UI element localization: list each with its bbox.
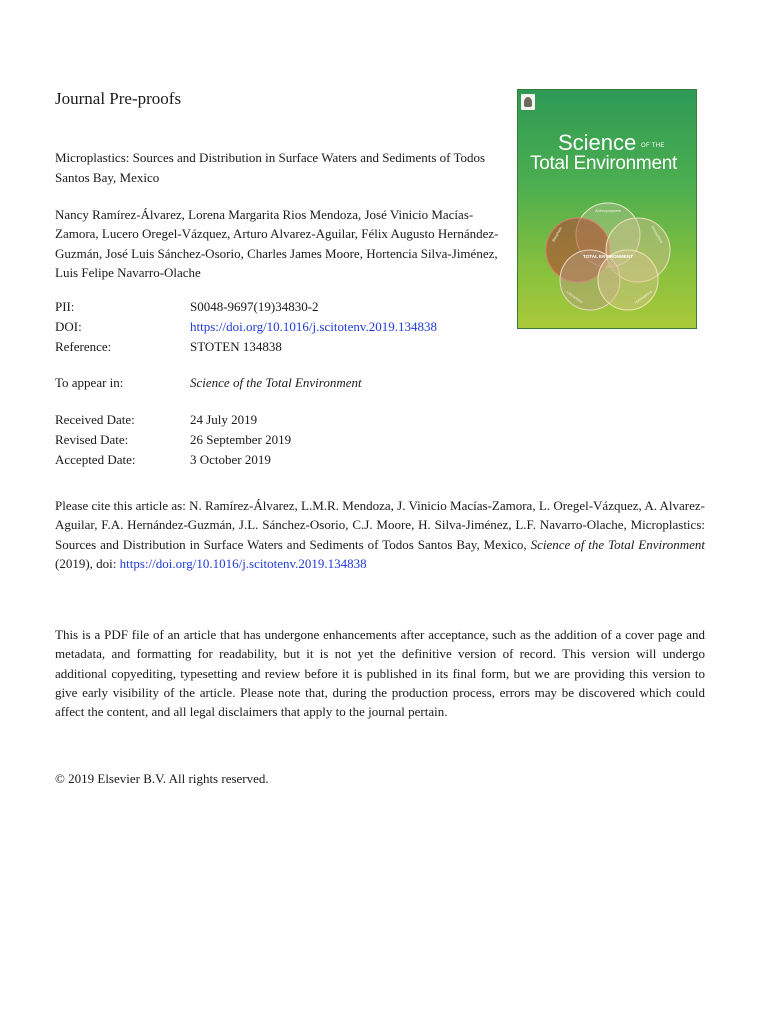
sphere-label-anthroposphere: Anthroposphere (595, 209, 621, 213)
appear-value: Science of the Total Environment (190, 375, 362, 390)
journal-preproofs-label: Journal Pre-proofs (55, 89, 182, 108)
cover-title-of-the: OF THE (641, 143, 665, 149)
revised-value: 26 September 2019 (190, 432, 292, 447)
copyright-line: © 2019 Elsevier B.V. All rights reserved. (55, 771, 269, 786)
sphere-label-biosphere: Biosphere (551, 226, 563, 243)
journal-cover-image (517, 89, 697, 329)
citation-text: Please cite this article as: N. Ramírez-Álvarez, L.M.R. Mendoza, J. Vinicio Macías-Zamora, L. Oregel-Vázquez, A. Alvarez-Aguilar, F.A. Hernández-Guzmán, J.L. Sánchez-Osorio, C.J. Moore, H. Silva-Jiménez, L.F. Navarro-Olache, Microplastics: Sources and Distribution in Surface Waters and Sediments of Todos Santos Bay, Mexico, (55, 498, 705, 552)
sphere-label-hydrosphere: Hydrosphere (633, 289, 654, 305)
received-label: Received Date: (55, 412, 135, 427)
appear-label: To appear in: (55, 375, 124, 390)
cover-title-total-environment: Total Environment (530, 153, 677, 174)
accepted-value: 3 October 2019 (190, 452, 271, 467)
sphere-label-lithosphere: Lithosphere (565, 290, 584, 305)
sphere-label-atmosphere: Atmosphere (650, 225, 664, 244)
cover-center-label: TOTAL ENVIRONMENT (582, 254, 634, 259)
citation-paragraph (55, 496, 705, 574)
article-title: Microplastics: Sources and Distribution in Surface Waters and Sediments of Todos Santos Bay, Mexico (55, 150, 486, 185)
accepted-label: Accepted Date: (55, 452, 136, 467)
preproof-notice: This is a PDF file of an article that has undergone enhancements after acceptance, such as the addition of a cover page and metadata, and formatting for readability, but it is not yet the definitive version of record. This version will undergo additional copyediting, typesetting and review before it is published in its final form, but we are providing this version to give early visibility of the article. Please note that, during the production process, errors may be discovered which could affect the content, and all legal disclaimers that apply to the journal pertain. (55, 627, 705, 720)
citation-year-doi: (2019), doi: (55, 556, 120, 572)
doi-label: DOI: (55, 319, 82, 334)
revised-label: Revised Date: (55, 432, 129, 447)
elsevier-logo-icon (521, 94, 535, 110)
citation-journal: Science of the Total Environment (530, 536, 705, 552)
reference-label: Reference: (55, 339, 112, 354)
cover-title-science: Science (558, 130, 637, 155)
spheres-diagram (538, 190, 678, 320)
pii-label: PII: (55, 299, 75, 314)
received-value: 24 July 2019 (190, 412, 258, 427)
sphere-bottom-right (598, 250, 658, 310)
citation-doi-link[interactable]: https://doi.org/10.1016/j.scitotenv.2019.134838 (119, 556, 367, 572)
author-list: Nancy Ramírez-Álvarez, Lorena Margarita Rios Mendoza, José Vinicio Macías-Zamora, Lucero Oregel-Vázquez, Arturo Alvarez-Aguilar, Félix Augusto Hernández-Guzmán, José Luis Sánchez-Osorio, Charles James Moore, Hortencia Silva-Jiménez, Luis Felipe Navarro-Olache (55, 207, 499, 281)
pii-value: S0048-9697(19)34830-2 (190, 299, 319, 314)
doi-link[interactable]: https://doi.org/10.1016/j.scitotenv.2019.134838 (190, 319, 437, 334)
reference-value: STOTEN 134838 (190, 339, 282, 354)
